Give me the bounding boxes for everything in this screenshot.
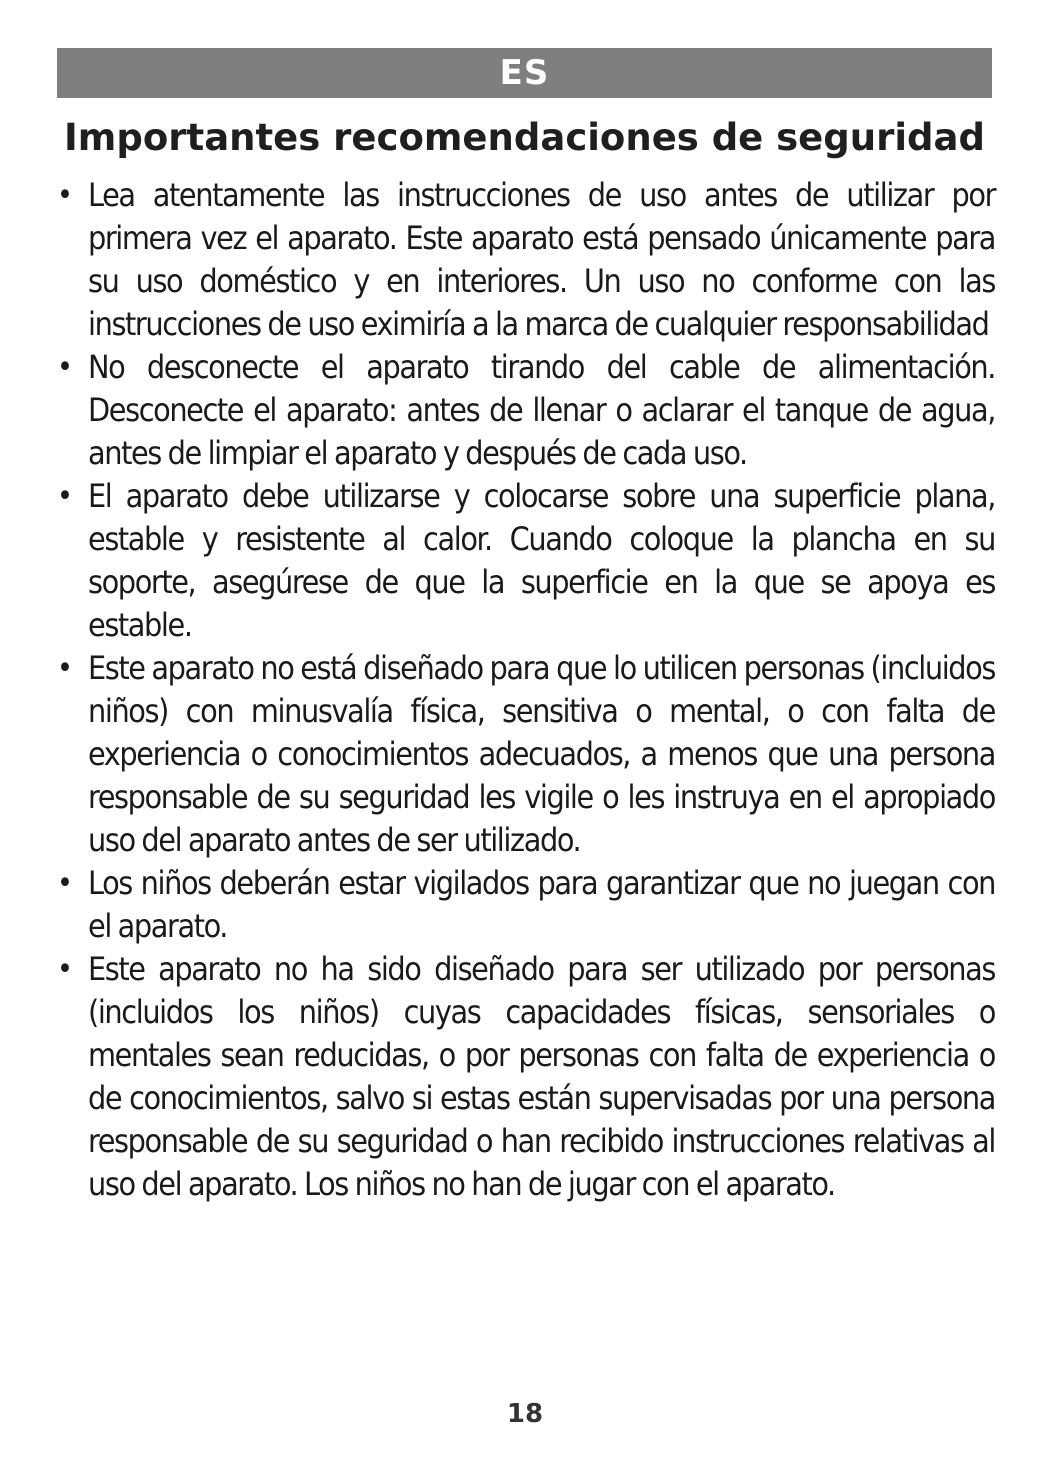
- list-item-text: El aparato debe utilizarse y colocarse sobre una superficie plana, estable y resistente al calor. Cuando coloque la plancha en su soporte, asegúrese de que la superficie en la que se apoya es estable.: [88, 477, 995, 644]
- list-item: [0, 346, 1050, 475]
- bullet-icon: •: [57, 178, 72, 213]
- bullet-icon: •: [57, 866, 72, 901]
- list-item-text: Este aparato no ha sido diseñado para ser utilizado por personas (incluidos los niños) cuyas capacidades físicas, sensoriales o mentales sean reducidas, o por personas con falta de experiencia o de conocimientos, salvo si estas están supervisadas por una persona responsable de su seguridad o han recibido instrucciones relativas al uso del aparato. Los niños no han de jugar con el aparato.: [88, 950, 995, 1203]
- list-item: [0, 174, 1050, 346]
- list-item-text: Este aparato no está diseñado para que lo utilicen personas (incluidos niños) con minusvalía física, sensitiva o mental, o con falta de experiencia o conocimientos adecuados, a menos que una persona responsable de su seguridad les vigile o les instruya en el apropiado uso del aparato antes de ser utilizado.: [88, 649, 995, 859]
- list-item: [0, 948, 1050, 1206]
- bullet-icon: •: [57, 350, 72, 385]
- language-header-bar: [57, 48, 992, 98]
- safety-recommendations-list: [0, 174, 1050, 1206]
- page-number: 18: [506, 1399, 544, 1429]
- list-item: [0, 647, 1050, 862]
- bullet-icon: •: [57, 479, 72, 514]
- list-item: [0, 475, 1050, 647]
- list-item-text: No desconecte el aparato tirando del cable de alimentación. Desconecte el aparato: antes de llenar o aclarar el tanque de agua, antes de limpiar el aparato y después de cada uso.: [88, 348, 995, 472]
- list-item-text: Lea atentamente las instrucciones de uso antes de utilizar por primera vez el aparato. Este aparato está pensado únicamente para su uso doméstico y en interiores. Un uso no conforme con las instrucciones de uso eximiría a la marca de cualquier responsabilidad: [88, 176, 995, 343]
- bullet-icon: •: [57, 651, 72, 686]
- bullet-icon: •: [57, 952, 72, 987]
- list-item: [0, 862, 1050, 948]
- list-item-text: Los niños deberán estar vigilados para garantizar que no juegan con el aparato.: [88, 864, 995, 945]
- page-title: Importantes recomendaciones de seguridad: [64, 116, 985, 159]
- language-code: ES: [499, 53, 550, 93]
